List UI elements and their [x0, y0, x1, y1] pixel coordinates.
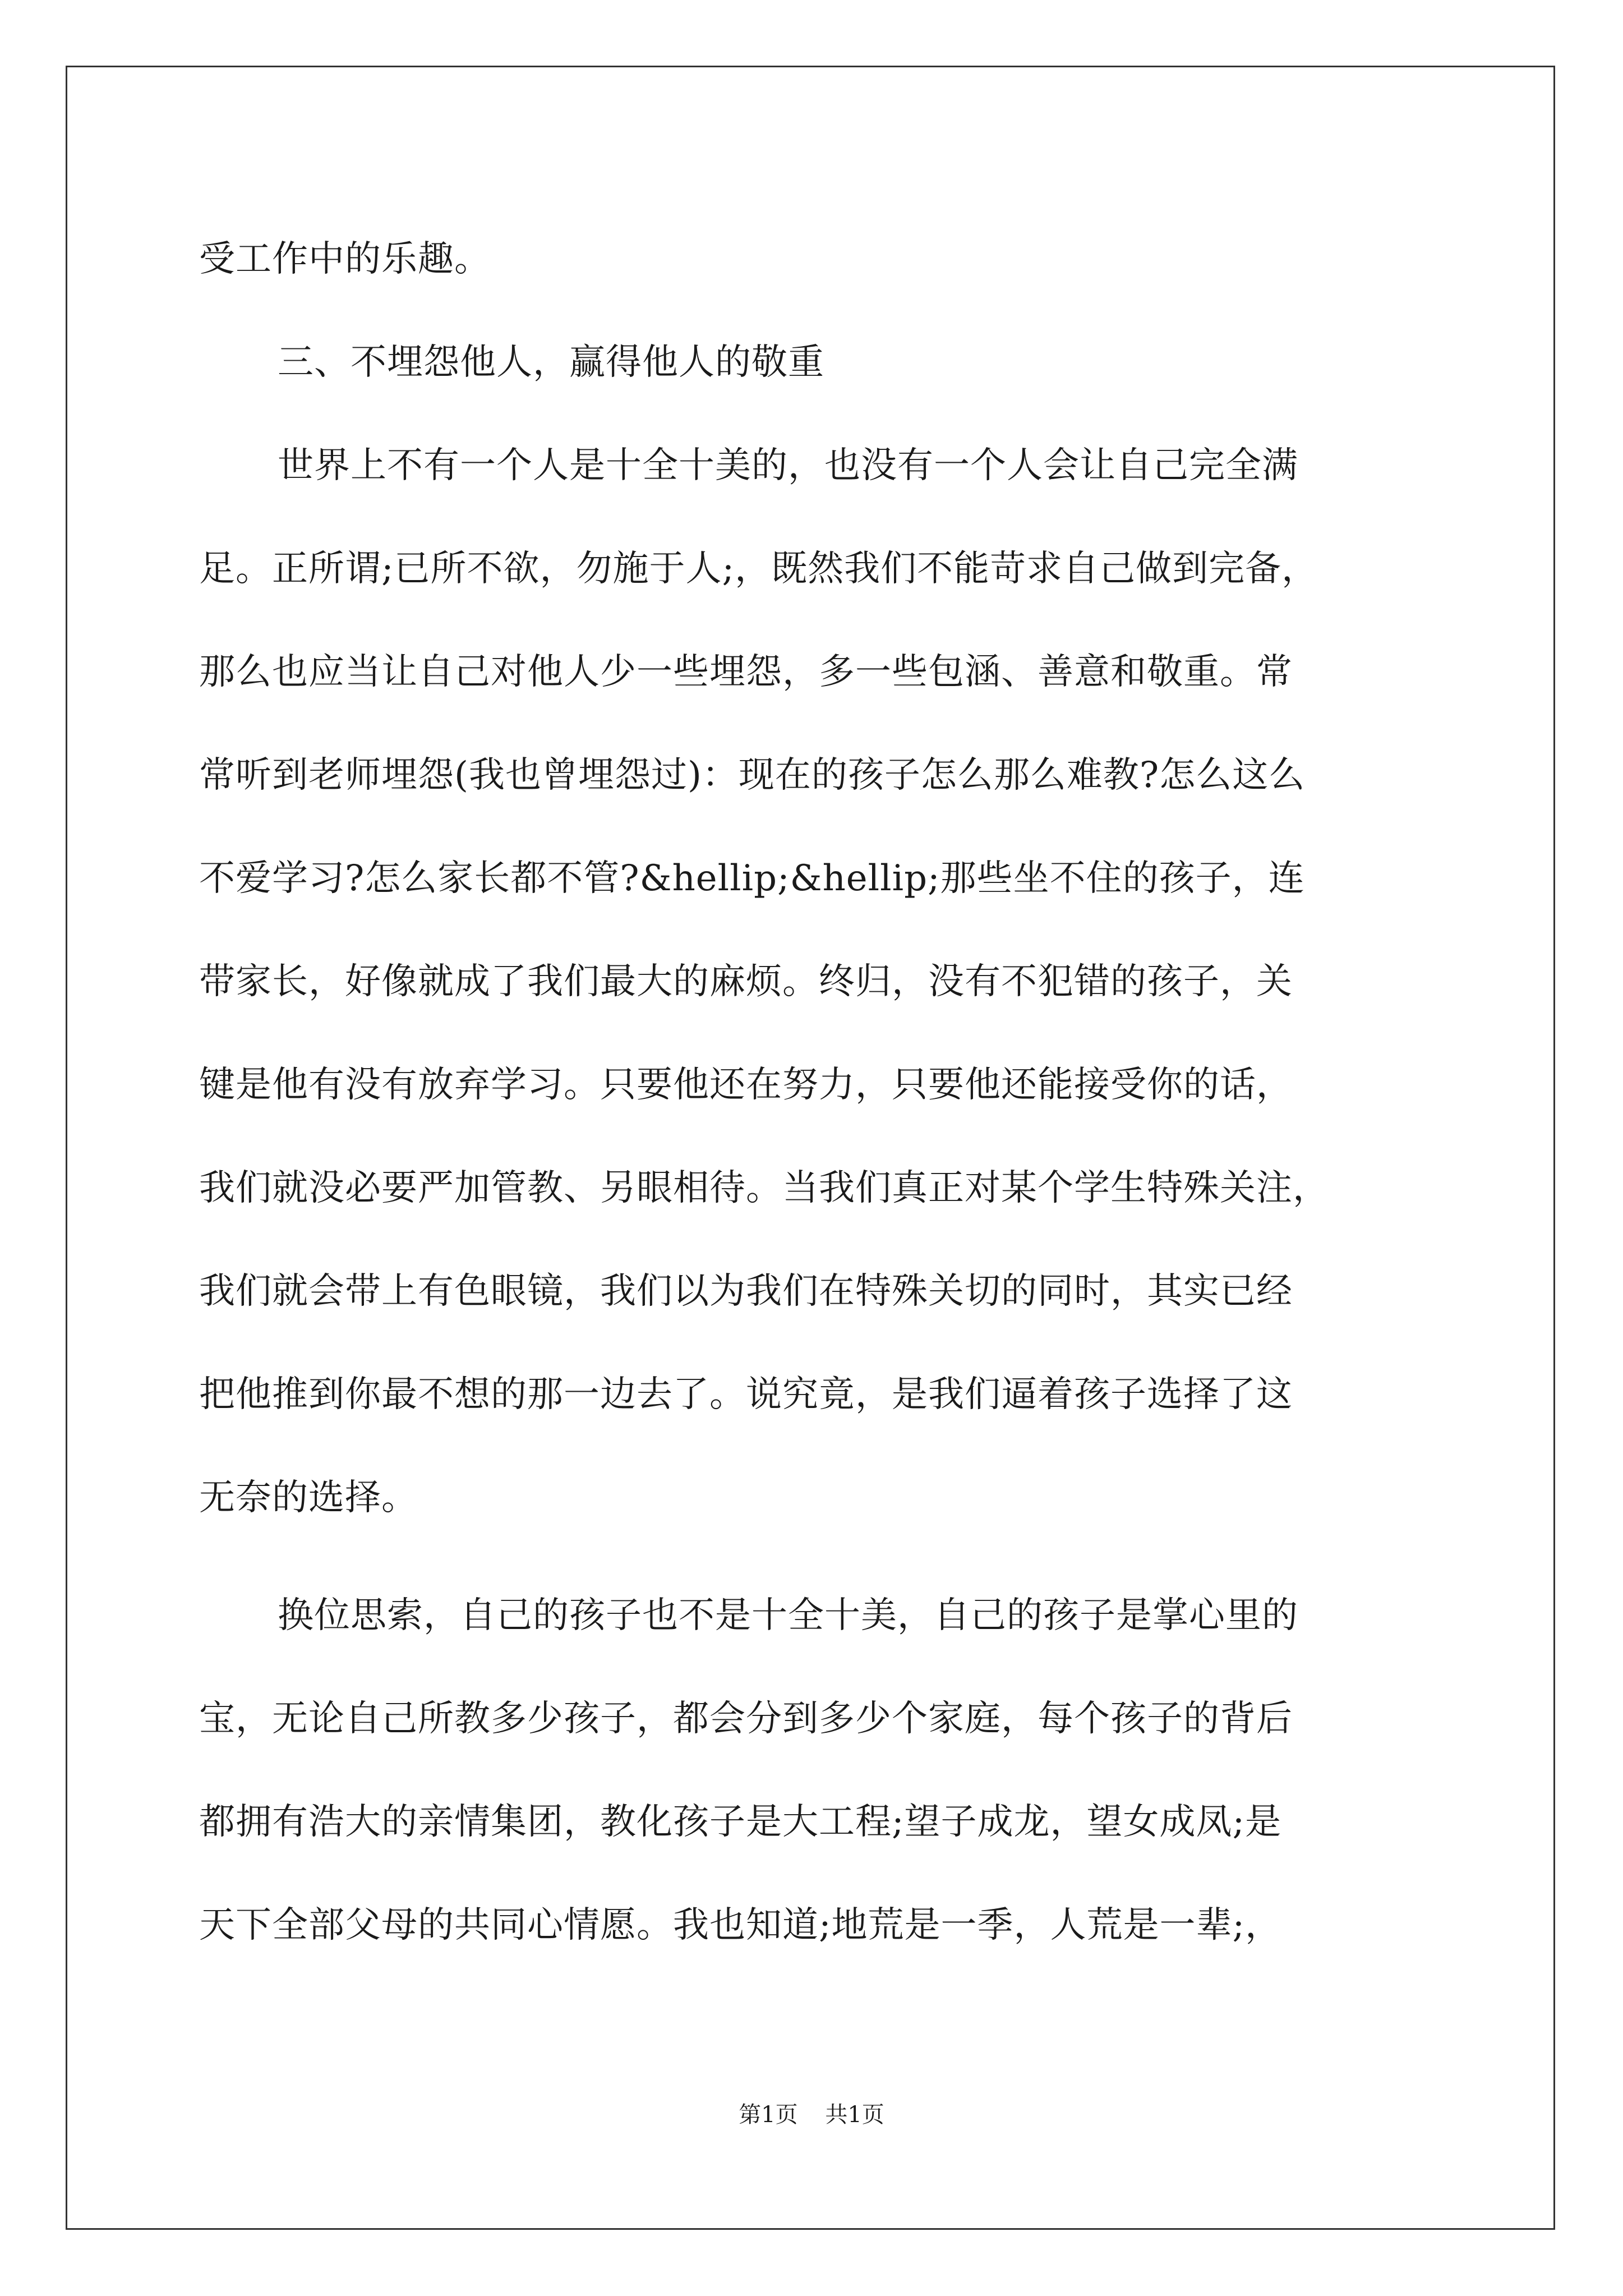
text-line: 宝，无论自己所教多少孩子，都会分到多少个家庭，每个孩子的背后: [199, 1698, 1293, 1740]
text-line: 都拥有浩大的亲情集团，教化孩子是大工程;望子成龙，望女成凤;是: [199, 1801, 1282, 1843]
text-line: 无奈的选择。: [199, 1477, 418, 1519]
text-line: 把他推到你最不想的那一边去了。说究竟，是我们逼着孩子选择了这: [199, 1374, 1293, 1415]
text-line: 世界上不有一个人是十全十美的，也没有一个人会让自己完全满: [278, 445, 1298, 486]
text-line: 那么也应当让自己对他人少一些埋怨，多一些包涵、善意和敬重。常: [199, 651, 1293, 693]
text-line: 带家长，好像就成了我们最大的麻烦。终归，没有不犯错的孩子，关: [199, 961, 1293, 1002]
page-number: 第1页: [739, 2102, 798, 2128]
text-line: 我们就会带上有色眼镜，我们以为我们在特殊关切的同时，其实已经: [199, 1271, 1293, 1312]
text-line: 常听到老师埋怨(我也曾埋怨过)：现在的孩子怎么那么难教?怎么这么: [199, 754, 1306, 796]
text-line: 键是他有没有放弃学习。只要他还在努力，只要他还能接受你的话，: [199, 1064, 1293, 1106]
text-line: 换位思索，自己的孩子也不是十全十美，自己的孩子是掌心里的: [278, 1595, 1298, 1636]
section-heading: 三、不埋怨他人，赢得他人的敬重: [278, 342, 824, 383]
document-body: [199, 208, 1427, 1977]
text-line: 受工作中的乐趣。: [199, 238, 491, 280]
text-line: 不爱学习?怎么家长都不管?&hellip;&hellip;那些坐不住的孩子，连: [199, 858, 1305, 899]
text-line: 足。正所谓;已所不欲，勿施于人;，既然我们不能苛求自己做到完备，: [199, 548, 1318, 590]
text-line: 天下全部父母的共同心情愿。我也知道;地荒是一季，人荒是一辈;，: [199, 1904, 1282, 1946]
page-footer: [0, 2097, 1623, 2129]
page-total: 共1页: [825, 2102, 884, 2128]
text-line: 我们就没必要严加管教、另眼相待。当我们真正对某个学生特殊关注，: [199, 1167, 1329, 1209]
